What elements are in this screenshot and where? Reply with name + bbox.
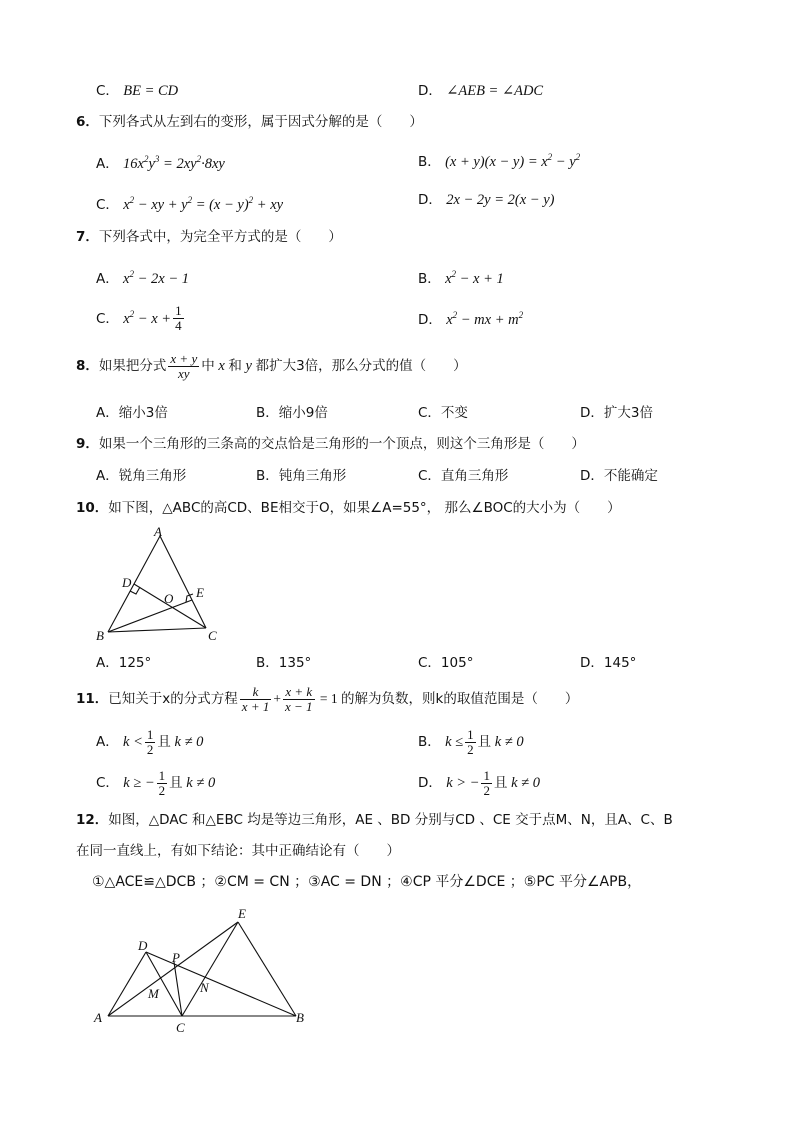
q9-option-a: A．锐角三角形: [96, 468, 187, 484]
label-P: P: [172, 950, 180, 965]
q6-option-d: D． 2x − 2y = 2(x − y): [418, 192, 555, 208]
q11-option-d: D． k > − $\frac{1}{2}$ 且 k ≠ 0: [418, 767, 540, 798]
label-O: O: [164, 591, 174, 606]
label-C: C: [176, 1020, 185, 1035]
label-C: C: [208, 628, 217, 643]
label-A: A: [94, 1010, 102, 1025]
q6-option-c: C． $x^2$ − xy + $y^2 = (x - y)^2$ + xy: [96, 195, 284, 213]
q12-conclusions: ①△ACE≌△DCB ；②CM = CN ；③AC = DN ；④CP 平分∠DCE ；⑤PC 平分∠APB，: [92, 874, 642, 890]
label-M: M: [148, 986, 159, 1001]
q9-option-c: C．直角三角形: [418, 468, 509, 484]
q10-option-c: C．105°: [418, 655, 474, 671]
q12-stem-line2: 在同一直线上，有如下结论：其中正确结论有（ ）: [76, 843, 400, 859]
q10-option-a: A．125°: [96, 655, 152, 671]
q6-option-a: A． $16x^2y^3 = 2xy^2\cdot 8xy$: [96, 154, 225, 172]
conclusion-3: ；③AC = DN: [294, 874, 382, 890]
conclusion-1: ①△ACE≌△DCB: [92, 874, 196, 890]
q6-option-b: B． $(x + y)(x - y) = x^2 - y^2$: [418, 152, 581, 170]
conclusion-2: ；②CM = CN: [200, 874, 290, 890]
q6-stem: 6．下列各式从左到右的变形，属于因式分解的是（ ）: [76, 114, 423, 130]
q8-option-a: A．缩小3倍: [96, 405, 168, 421]
q10-triangle-figure: [88, 522, 228, 646]
label-E: E: [238, 906, 246, 921]
q7-option-a: A． $x^2 - 2x - 1$: [96, 269, 189, 287]
q10-option-d: D．145°: [580, 655, 637, 671]
q8-option-d: D．扩大3倍: [580, 405, 653, 421]
label-D: D: [138, 938, 148, 953]
label-E: E: [196, 585, 204, 600]
q9-option-d: D．不能确定: [580, 468, 658, 484]
conclusion-4: ；④CP 平分∠DCE: [386, 874, 506, 890]
q12-equilateral-figure: [90, 900, 320, 1040]
q7-option-d: D． $x^2$ − mx + $m^2$: [418, 310, 524, 328]
q11-stem: 11．已知关于x的分式方程 $\frac{k}{x + 1}$ + $\frac{x + k}{x - 1}$ = 1 的解为负数，则k的取值范围是（ ）: [76, 683, 579, 714]
q8-stem: 8．如果把分式 $\frac{x + y}{xy}$ 中 x 和 y 都扩大3倍，那么分式的值（ ）: [76, 350, 467, 381]
conclusion-5: ；⑤PC 平分∠APB: [509, 874, 628, 890]
q7-option-c: C． $x^2 - x$ + $\frac{1}{4}$: [96, 303, 182, 334]
q11-option-c: C． k ≥ − $\frac{1}{2}$ 且 k ≠ 0: [96, 767, 216, 798]
q11-option-b: B． k ≤ $\frac{1}{2}$ 且 k ≠ 0: [418, 726, 524, 757]
q12-stem-line1: 12．如图，△DAC 和△EBC 均是等边三角形，AE 、BD 分别与CD 、CE 交于点M、N，且A、C、B: [76, 812, 673, 828]
label-A: A: [154, 524, 162, 539]
label-D: D: [122, 575, 132, 590]
q8-option-c: C．不变: [418, 405, 468, 421]
q7-stem: 7．下列各式中，为完全平方式的是（ ）: [76, 229, 342, 245]
q9-stem: 9．如果一个三角形的三条高的交点恰是三角形的一个顶点，则这个三角形是（ ）: [76, 436, 585, 452]
q8-option-b: B．缩小9倍: [256, 405, 328, 421]
q8-fraction: $\frac{x + y}{xy}$: [170, 350, 198, 381]
q7-option-b: B． $x^2 - x + 1$: [418, 269, 504, 287]
q11-option-a: A． k < $\frac{1}{2}$ 且 k ≠ 0: [96, 726, 204, 757]
q9-option-b: B．钝角三角形: [256, 468, 347, 484]
label-N: N: [200, 980, 209, 995]
label-B: B: [96, 628, 104, 643]
q10-stem: 10．如下图，△ABC的高CD、BE相交于O，如果∠A=55°， 那么∠BOC的大小为（ ）: [76, 500, 621, 516]
q10-option-b: B．135°: [256, 655, 312, 671]
label-B: B: [296, 1010, 304, 1025]
q5-option-d: D． ∠AEB = ∠ADC: [418, 83, 544, 99]
q5-option-c: C． BE = CD: [96, 83, 179, 99]
